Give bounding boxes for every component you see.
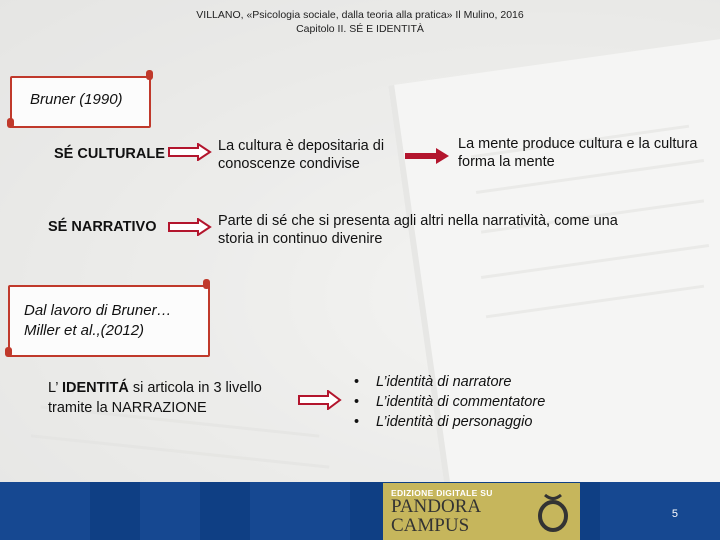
header-chapter: Capitolo II. SÉ E IDENTITÀ xyxy=(296,23,424,35)
slide-header xyxy=(0,8,720,36)
list-item: • L’identità di commentatore xyxy=(354,392,545,412)
identity-types-list xyxy=(354,372,545,432)
identita-statement xyxy=(48,378,278,418)
bruner-banner-label: Bruner (1990) xyxy=(30,91,123,108)
pandora-emblem-icon xyxy=(535,489,571,533)
mente-cultura-text: La mente produce cultura e la cultura forma la mente xyxy=(458,136,698,170)
cultura-depositaria-text: La cultura è depositaria di conoscenze condivise xyxy=(218,138,385,172)
arrow-icon xyxy=(168,218,212,236)
header-source: VILLANO, «Psicologia sociale, dalla teoria alla pratica» Il Mulino, 2016 xyxy=(196,9,524,21)
se-narrativo-label: SÉ NARRATIVO xyxy=(48,219,157,235)
pandora-campus-logo xyxy=(383,483,580,540)
logo-line1: PANDORA xyxy=(391,496,482,517)
miller-banner-line2: Miller et al.,(2012) xyxy=(24,322,145,339)
identita-suffix: si articola in 3 livello tramite la NARRAZIONE xyxy=(48,380,262,416)
bruner-banner xyxy=(10,76,151,128)
identita-keyword: IDENTITÁ xyxy=(61,380,129,396)
list-item: • L’identità di personaggio xyxy=(354,412,545,432)
logo-name xyxy=(391,497,481,535)
footer-bar xyxy=(0,482,720,540)
arrow-icon xyxy=(298,390,342,410)
list-item: • L’identità di narratore xyxy=(354,372,545,392)
logo-line2: CAMPUS xyxy=(391,515,470,536)
arrow-icon xyxy=(168,143,212,161)
miller-banner-line1: Dal lavoro di Bruner… xyxy=(24,302,172,319)
se-culturale-label: SÉ CULTURALE xyxy=(54,146,165,162)
filled-arrow-icon xyxy=(404,147,450,165)
miller-banner xyxy=(8,285,210,357)
logo-edition-text: EDIZIONE DIGITALE SU xyxy=(391,488,493,498)
narrativita-text: Parte di sé che si presenta agli altri nella narratività, come una storia in continuo divenire xyxy=(218,213,618,247)
identita-prefix: L’ xyxy=(48,380,62,396)
page-number: 5 xyxy=(671,508,678,520)
